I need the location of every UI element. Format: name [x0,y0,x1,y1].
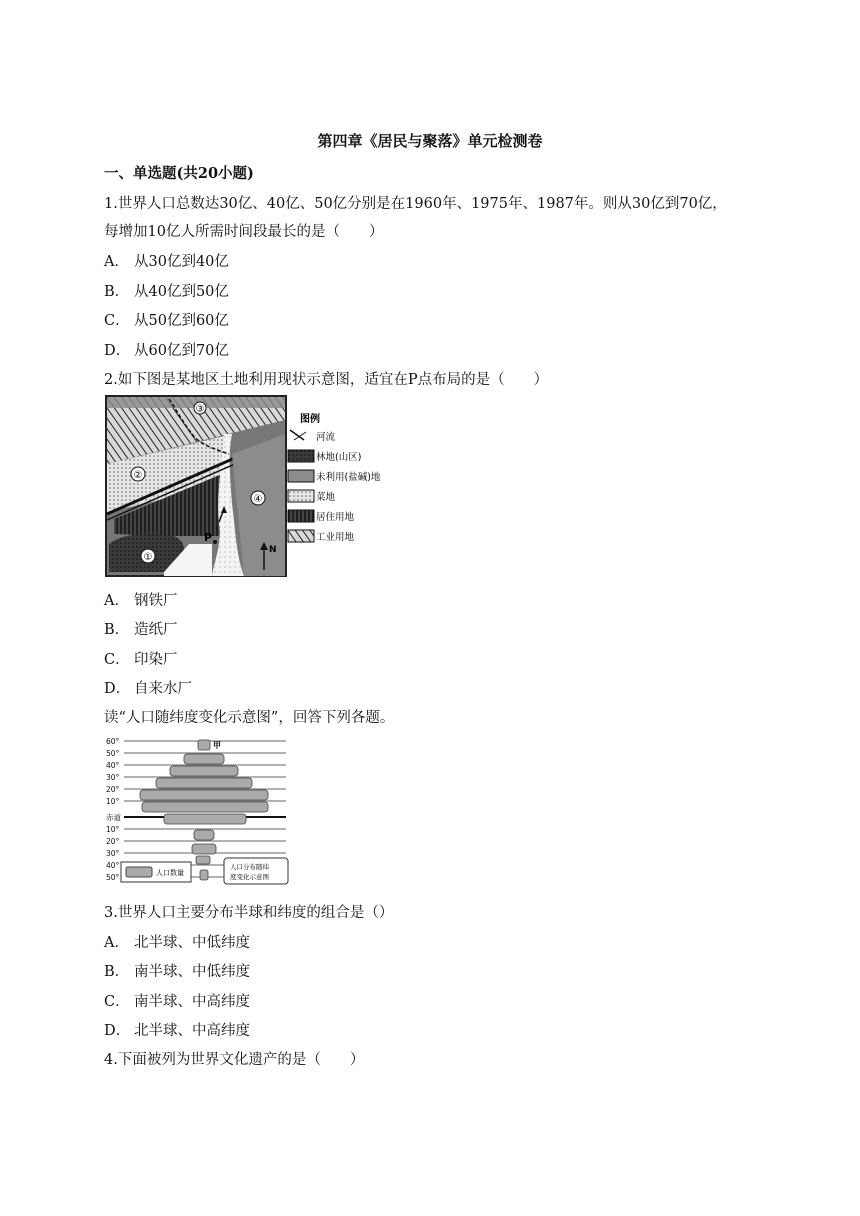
land-use-map [104,394,394,578]
lat-label: 40° [106,761,120,770]
population-bar [170,766,238,776]
question-3-option-a [104,931,250,952]
option-letter: C． [104,652,130,668]
legend-vegetable-swatch [288,490,314,502]
legend-residential-swatch [288,510,314,522]
question-2-option-c [104,648,178,669]
population-bar [192,844,216,854]
question-1-option-d [104,339,229,360]
legend-vegetable-label: 菜地 [316,492,336,503]
question-4-stem: 4.下面被列为世界文化遗产的是（ ） [104,1052,365,1068]
option-text: 南半球、中低纬度 [134,964,250,980]
group-intro: 读“人口随纬度变化示意图”，回答下列各题。 [104,710,395,726]
population-latitude-figure [104,734,290,888]
region-label-1: ① [143,552,153,563]
point-p-marker [213,540,217,544]
option-letter: B． [104,622,130,638]
question-2-option-a [104,589,178,610]
region-label-2: ② [133,470,143,481]
legend-residential-label: 居住用地 [316,512,355,523]
question-1-option-a [104,250,229,271]
lat-label: 10° [106,797,120,806]
question-1-stem-line-2: 每增加10亿人所需时间段最长的是（ ） [104,224,384,240]
region-label-4: ④ [253,494,263,505]
question-2-option-b [104,618,178,639]
lat-label: 10° [106,825,120,834]
population-bar [156,778,252,788]
population-bar [140,790,268,800]
option-letter: A． [104,935,129,951]
top-label: 甲 [213,741,221,750]
question-1-option-b [104,280,229,301]
question-1-option-c [104,309,229,330]
legend-label: 人口数量 [156,869,184,877]
question-2-stem: 2.如下图是某地区土地利用现状示意图，适宜在P点布局的是（ ） [104,372,549,388]
option-text: 从50亿到60亿 [134,313,229,329]
option-letter: A． [104,593,129,609]
population-bar [196,856,210,864]
population-bar [200,870,208,880]
question-3-option-b [104,960,250,981]
option-text: 印染厂 [134,652,178,668]
lat-label: 60° [106,737,120,746]
lat-label: 30° [106,773,120,782]
option-text: 造纸厂 [134,622,178,638]
latitude-labels [106,737,121,882]
option-text: 南半球、中高纬度 [134,994,250,1010]
region-label-3: ③ [195,404,205,415]
land-use-map-figure [104,394,394,578]
option-letter: D． [104,1023,131,1039]
legend-industrial-label: 工业用地 [316,532,355,543]
option-letter: D． [104,343,131,359]
question-3-option-c [104,990,250,1011]
caption-line-2: 度变化示意图 [230,873,269,881]
legend-forest-label: 林地(山区) [316,452,362,463]
option-text: 自来水厂 [134,681,192,697]
population-bar [194,830,214,840]
option-letter: A． [104,254,129,270]
population-bar [142,802,268,812]
option-text: 从40亿到50亿 [134,284,229,300]
legend-forest-swatch [288,450,314,462]
option-letter: B． [104,964,130,980]
option-text: 北半球、中高纬度 [134,1023,250,1039]
lat-label: 40° [106,861,120,870]
option-letter: D． [104,681,131,697]
legend-river-label: 河流 [316,432,336,443]
legend-industrial-swatch [288,530,314,542]
population-bar [164,814,246,824]
option-letter: B． [104,284,130,300]
legend-title: 图例 [300,414,320,425]
section-heading: 一、单选题(共20小题) [104,165,254,182]
question-1-stem-line-1: 1.世界人口总数达30亿、40亿、50亿分别是在1960年、1975年、1987年。则从30亿到70亿， [104,196,727,212]
option-letter: C． [104,994,130,1010]
option-text: 从30亿到40亿 [134,254,229,270]
caption-line-1: 人口分布随纬 [230,863,269,871]
north-label: N [269,545,277,555]
option-text: 从60亿到70亿 [134,343,229,359]
population-bar [198,740,210,750]
lat-label: 20° [106,837,120,846]
equator-label: 赤道 [106,813,121,822]
lat-label: 20° [106,785,120,794]
document-title: 第四章《居民与聚落》单元检测卷 [317,132,543,150]
option-text: 钢铁厂 [134,593,178,609]
question-3-option-d [104,1019,250,1040]
question-2-option-d [104,677,192,698]
lat-label: 50° [106,749,120,758]
legend-saline-label: 未利用(盐碱)地 [316,472,381,483]
lat-label: 30° [106,849,120,858]
legend-bar-swatch [126,867,152,877]
lat-label: 50° [106,873,120,882]
population-latitude-diagram [104,734,290,888]
option-text: 北半球、中低纬度 [134,935,250,951]
legend-saline-swatch [288,470,314,482]
point-p-label: P [204,531,213,544]
question-3-stem: 3.世界人口主要分布半球和纬度的组合是（） [104,905,394,921]
option-letter: C． [104,313,130,329]
population-bar [184,754,224,764]
